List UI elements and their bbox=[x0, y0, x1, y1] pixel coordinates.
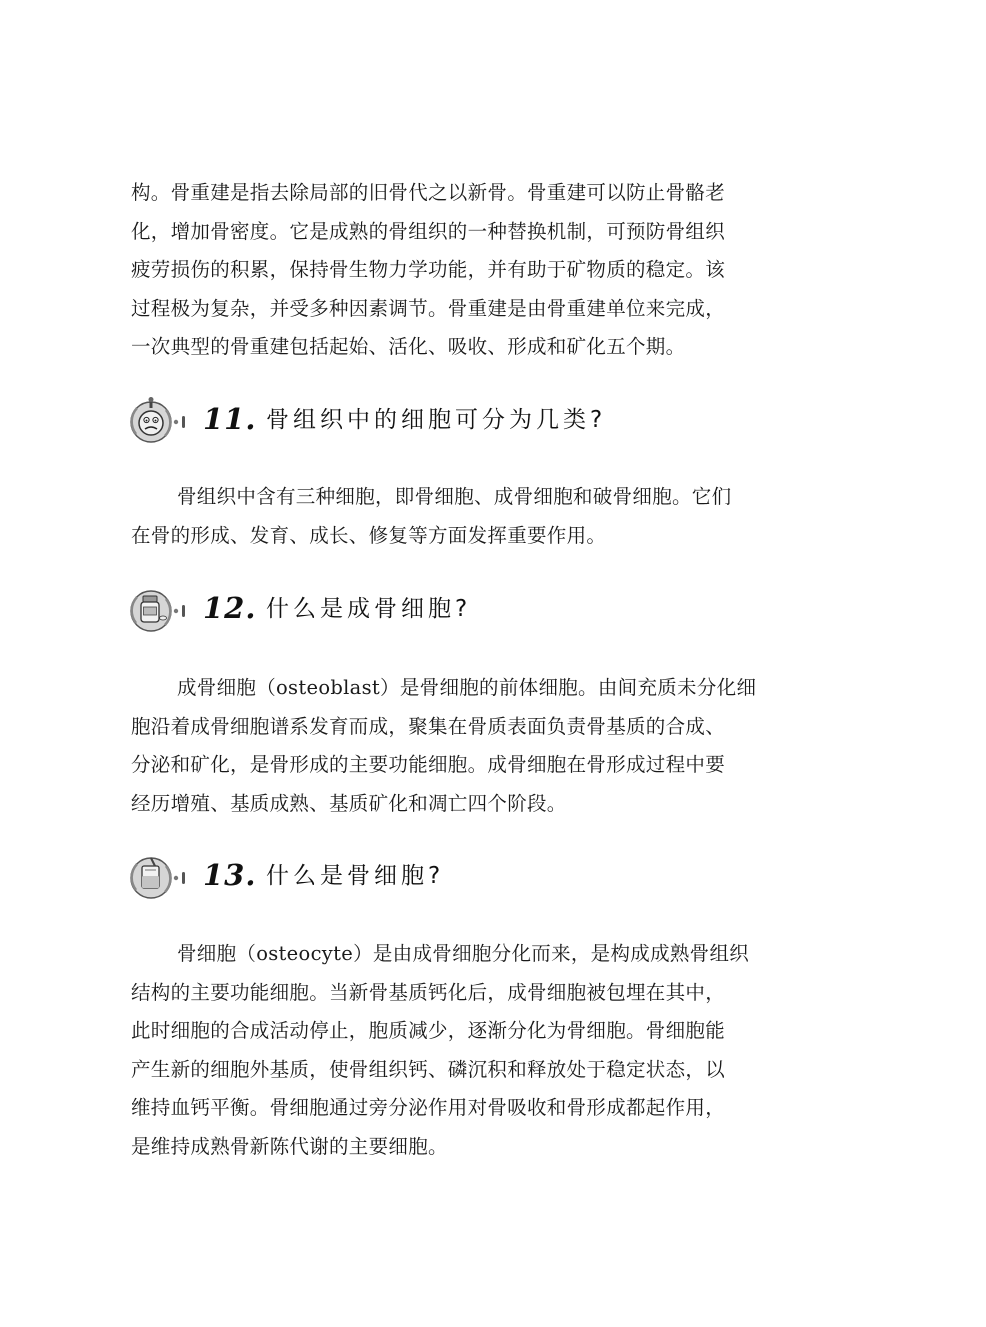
question-number: 13. bbox=[203, 858, 257, 892]
paragraph-line: 在骨的形成、发育、成长、修复等方面发挥重要作用。 bbox=[131, 523, 607, 547]
answer-paragraph-12 bbox=[131, 669, 831, 823]
question-heading-11 bbox=[129, 396, 849, 448]
paragraph-line: 是维持成熟骨新陈代谢的主要细胞。 bbox=[131, 1134, 448, 1158]
question-title: 什么是成骨细胞? bbox=[266, 596, 472, 622]
answer-paragraph-13 bbox=[131, 935, 831, 1166]
paragraph-line: 骨组织中含有三种细胞，即骨细胞、成骨细胞和破骨细胞。它们 bbox=[177, 485, 732, 508]
paragraph-line: 维持血钙平衡。骨细胞通过旁分泌作用对骨吸收和骨形成都起作用， bbox=[131, 1096, 726, 1119]
intro-paragraph bbox=[131, 174, 831, 367]
answer-paragraph-11 bbox=[131, 478, 831, 555]
paragraph-line: 构。骨重建是指去除局部的旧骨代之以新骨。骨重建可以防止骨骼老 bbox=[131, 181, 726, 204]
question-title: 骨组织中的细胞可分为几类? bbox=[266, 407, 607, 433]
paragraph-line: 成骨细胞（osteoblast）是骨细胞的前体细胞。由间充质未分化细 bbox=[177, 676, 757, 699]
paragraph-line: 此时细胞的合成活动停止，胞质减少，逐渐分化为骨细胞。骨细胞能 bbox=[131, 1019, 726, 1042]
paragraph-line: 产生新的细胞外基质，使骨组织钙、磷沉积和释放处于稳定状态，以 bbox=[131, 1057, 726, 1081]
question-heading-12 bbox=[129, 585, 849, 637]
paragraph-line: 胞沿着成骨细胞谱系发育而成，聚集在骨质表面负责骨基质的合成、 bbox=[131, 714, 726, 738]
medicine-bottle-icon bbox=[129, 585, 191, 637]
beaker-icon bbox=[129, 852, 191, 904]
paragraph-line: 疲劳损伤的积累，保持骨生物力学功能，并有助于矿物质的稳定。该 bbox=[131, 258, 726, 281]
paragraph-line: 经历增殖、基质成熟、基质矿化和凋亡四个阶段。 bbox=[131, 791, 567, 815]
paragraph-line: 过程极为复杂，并受多种因素调节。骨重建是由骨重建单位来完成， bbox=[131, 296, 726, 320]
paragraph-line: 骨细胞（osteocyte）是由成骨细胞分化而来，是构成成熟骨组织 bbox=[177, 942, 750, 965]
question-number: 11. bbox=[203, 402, 257, 436]
paragraph-line: 结构的主要功能细胞。当新骨基质钙化后，成骨细胞被包埋在其中， bbox=[131, 980, 726, 1004]
paragraph-line: 化，增加骨密度。它是成熟的骨组织的一种替换机制，可预防骨组织 bbox=[131, 219, 726, 243]
alarm-clock-icon bbox=[129, 396, 191, 448]
question-number: 12. bbox=[203, 591, 257, 625]
paragraph-line: 一次典型的骨重建包括起始、活化、吸收、形成和矿化五个期。 bbox=[131, 335, 686, 358]
question-heading-13 bbox=[129, 852, 849, 904]
question-title: 什么是骨细胞? bbox=[266, 863, 445, 889]
paragraph-line: 分泌和矿化，是骨形成的主要功能细胞。成骨细胞在骨形成过程中要 bbox=[131, 753, 726, 776]
